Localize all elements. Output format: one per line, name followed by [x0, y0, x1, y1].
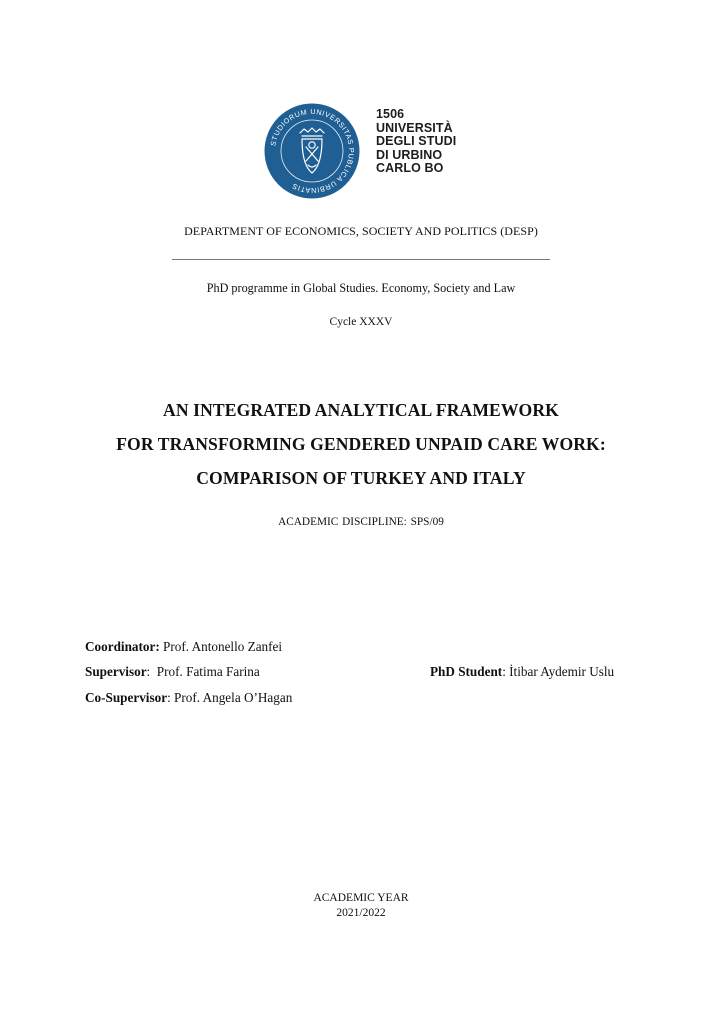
phd-student-name: : İtibar Aydemir Uslu	[502, 664, 615, 679]
academic-year: 2021/2022	[336, 907, 386, 919]
logo-line-carlo-bo: CARLO BO	[376, 161, 444, 176]
phd-student-label: PhD Student	[430, 664, 503, 679]
phd-programme: PhD programme in Global Studies. Economy, Society and Law	[206, 281, 516, 295]
university-name	[376, 108, 456, 176]
co-supervisor-name: : Prof. Angela O’Hagan	[167, 690, 293, 705]
supervisor	[85, 664, 260, 680]
separator-line	[172, 259, 550, 260]
phd-student	[430, 664, 614, 680]
coordinator-name: Prof. Antonello Zanfei	[159, 639, 283, 654]
logo-year: 1506	[376, 107, 405, 121]
thesis-title-line-1: AN INTEGRATED ANALYTICAL FRAMEWORK	[163, 400, 559, 420]
co-supervisor	[85, 690, 292, 706]
coordinator	[85, 639, 282, 655]
academic-year-label: ACADEMIC YEAR	[313, 892, 409, 904]
university-seal-icon	[264, 103, 360, 199]
academic-discipline: ACADEMIC DISCIPLINE: SPS/09	[278, 516, 444, 528]
supervisor-label: Supervisor	[85, 664, 147, 679]
department-name: DEPARTMENT OF ECONOMICS, SOCIETY AND POLITICS (DESP)	[184, 224, 538, 238]
co-supervisor-label: Co-Supervisor	[85, 690, 168, 705]
logo-line-degli-studi: DEGLI STUDI	[376, 134, 457, 149]
thesis-title-line-3: COMPARISON OF TURKEY AND ITALY	[196, 468, 526, 488]
thesis-title-line-2: FOR TRANSFORMING GENDERED UNPAID CARE WORK:	[116, 434, 606, 454]
coordinator-label: Coordinator:	[85, 639, 160, 654]
logo-line-di-urbino: DI URBINO	[376, 147, 443, 162]
seal-text: STUDIORUM UNIVERSITAS PUBLICA URBINATIS	[268, 106, 357, 196]
logo-line-universita: UNIVERSITÀ	[376, 120, 453, 135]
supervisor-name: : Prof. Fatima Farina	[146, 664, 260, 679]
phd-cycle: Cycle XXXV	[329, 316, 393, 328]
university-logo	[264, 103, 464, 199]
